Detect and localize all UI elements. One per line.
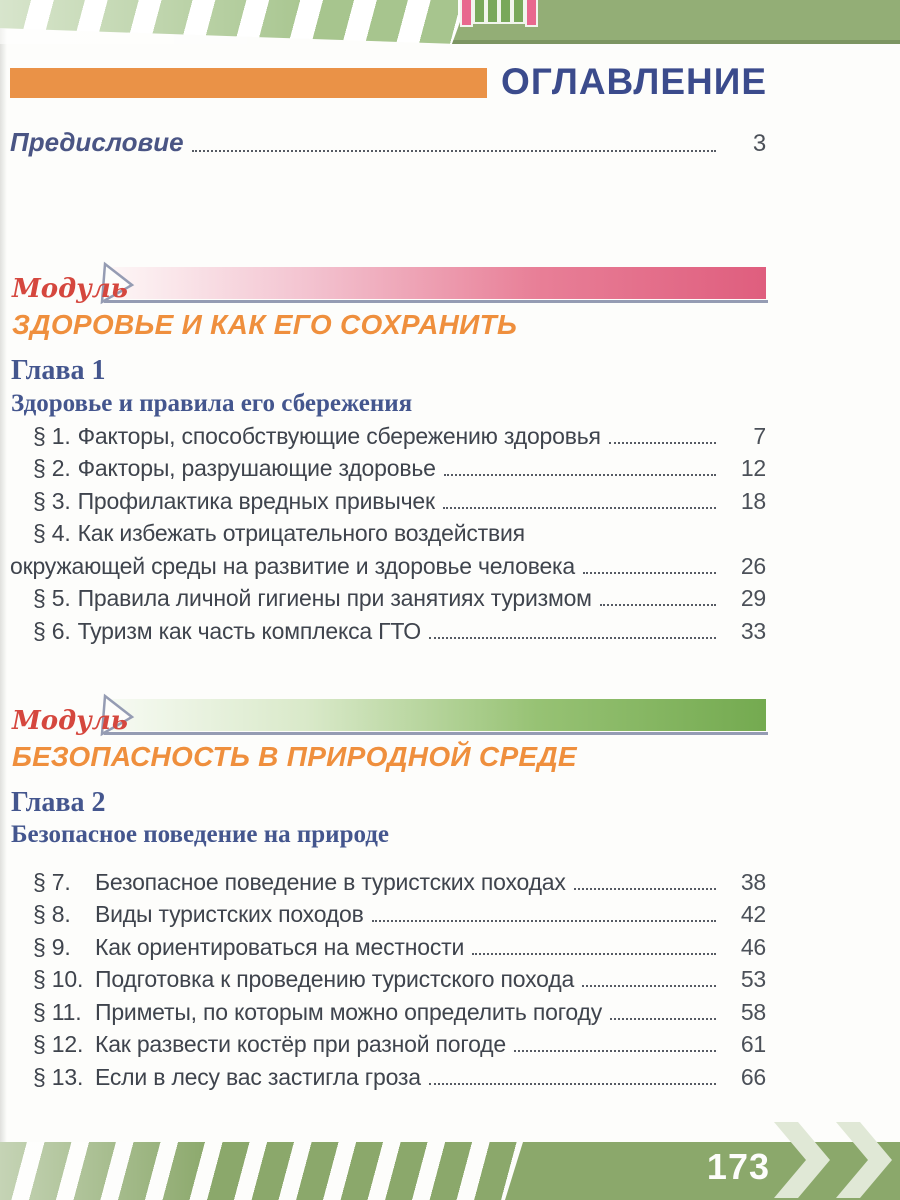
paragraph-title: Как развести костёр при разной погоде (95, 1031, 506, 1057)
page-number: 38 (740, 868, 766, 895)
paragraph-number: § 7. (33, 868, 71, 895)
paragraph-title: Факторы, способствующие сбережению здоровья (77, 422, 601, 449)
page-number: 58 (740, 998, 766, 1025)
header-deco-bars (462, 0, 536, 25)
paragraph-title: Безопасное поведение в туристских походах (95, 868, 566, 895)
paragraph-title: Правила личной гигиены при занятиях туризмом (77, 585, 592, 611)
toc-row (33, 1058, 766, 1091)
module1-tag: Модуль (12, 274, 128, 304)
paragraph-number: § 11. (33, 998, 82, 1025)
paragraph-title: Подготовка к проведению туристского похода (95, 966, 575, 992)
module1-banner-bar (112, 267, 766, 299)
toc-row (33, 450, 766, 483)
chapter1-title: Здоровье и правила его сбережения (11, 390, 413, 417)
page-number: 53 (740, 966, 766, 992)
page-number: 18 (740, 487, 766, 514)
toc-row (33, 482, 766, 515)
footer-page-number: 173 (706, 1146, 770, 1187)
toc-row (33, 515, 766, 548)
toc-row (33, 961, 766, 994)
paragraph-title: Приметы, по которым можно определить погоду (95, 998, 602, 1025)
dot-leader (372, 920, 716, 922)
paragraph-title: Факторы, разрушающие здоровье (77, 455, 436, 481)
paragraph-title: Как ориентироваться на местности (95, 933, 465, 960)
module1-title: ЗДОРОВЬЕ И КАК ЕГО СОХРАНИТЬ (12, 309, 518, 340)
dot-leader (472, 953, 716, 955)
header-stripes-fade (0, 0, 458, 44)
chapter2-label: Глава 2 (11, 787, 106, 818)
paragraph-number: § 4. (33, 520, 71, 546)
page-edge-shadow (0, 0, 7, 1200)
toc-row-continuation (10, 547, 766, 580)
deco-bar-green (475, 0, 484, 22)
paragraph-number: § 9. (33, 933, 71, 960)
page-number: 42 (740, 901, 766, 927)
dot-leader (444, 474, 716, 476)
paragraph-title: Профилактика вредных привычек (77, 487, 435, 514)
paragraph-number: § 1. (33, 422, 71, 449)
page-number: 7 (753, 422, 766, 449)
page-number: 61 (740, 1031, 766, 1057)
dot-leader (429, 637, 716, 639)
paragraph-number: § 10. (33, 966, 84, 992)
orange-title-bar (10, 68, 487, 98)
deco-bar-green (501, 0, 510, 22)
paragraph-number: § 3. (33, 487, 71, 514)
paragraph-title: Туризм как часть комплекса ГТО (77, 617, 421, 644)
toc-row (33, 417, 766, 450)
paragraph-title: Если в лесу вас застигла гроза (95, 1063, 421, 1090)
page-number: 33 (740, 617, 766, 644)
toc-row (33, 928, 766, 961)
toc-row (33, 896, 766, 929)
toc-row (33, 993, 766, 1026)
chapter1-label: Глава 1 (11, 355, 106, 386)
chapter1-toc-list (10, 417, 766, 645)
dot-leader (514, 1050, 716, 1052)
module2-banner-underline (104, 732, 768, 735)
deco-bar-green (514, 0, 523, 22)
module2-title: БЕЗОПАСНОСТЬ В ПРИРОДНОЙ СРЕДЕ (12, 741, 577, 772)
dot-leader (429, 1083, 716, 1085)
chapter2-title: Безопасное поведение на природе (11, 821, 390, 848)
toc-row (33, 1026, 766, 1059)
dot-leader (583, 572, 716, 574)
dot-leader (609, 442, 716, 444)
dot-leader (610, 1018, 716, 1020)
module1-banner-underline (104, 300, 768, 303)
paragraph-number: § 6. (33, 617, 71, 644)
page-number: 12 (740, 455, 766, 481)
toc-row-preface (10, 124, 766, 158)
paragraph-number: § 12. (33, 1031, 84, 1057)
deco-bar-pink (462, 0, 471, 25)
toc-row (33, 612, 766, 645)
paragraph-number: § 13. (33, 1063, 84, 1090)
deco-bar-green (488, 0, 497, 22)
module2-tag: Модуль (12, 706, 128, 736)
paragraph-title: Как избежать отрицательного воздействия (77, 520, 525, 546)
page-title: ОГЛАВЛЕНИЕ (501, 61, 767, 102)
header-decoration (0, 0, 900, 46)
page-number: 46 (740, 933, 766, 960)
page-number: 66 (740, 1063, 766, 1090)
dot-leader (582, 985, 716, 987)
dot-leader (600, 604, 716, 606)
dot-leader (443, 507, 716, 509)
footer-decoration (0, 1142, 900, 1200)
double-chevron-right-icon (772, 1120, 900, 1200)
paragraph-title-continuation: окружающей среды на развитие и здоровье человека (10, 552, 576, 579)
chapter2-toc-list (33, 863, 766, 1091)
paragraph-number: § 2. (33, 455, 71, 481)
deco-bar-pink (527, 0, 536, 25)
preface-page-number: 3 (752, 130, 766, 157)
page-number: 26 (740, 552, 766, 579)
dot-leader (574, 888, 716, 890)
page-number: 29 (740, 585, 766, 611)
preface-label: Предисловие (10, 127, 184, 157)
paragraph-title: Виды туристских походов (95, 901, 364, 927)
footer-stripes-fade (0, 1142, 530, 1200)
toc-row (33, 863, 766, 896)
paragraph-number: § 8. (33, 901, 71, 927)
module2-banner-bar (112, 699, 766, 731)
dot-leader (192, 150, 716, 152)
paragraph-number: § 5. (33, 585, 71, 611)
toc-row (33, 580, 766, 613)
